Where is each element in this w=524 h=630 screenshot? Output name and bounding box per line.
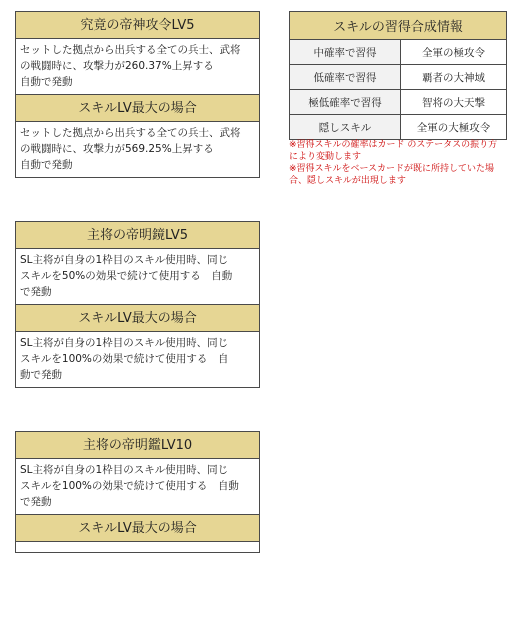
skill-table-2 <box>15 221 260 388</box>
synthesis-condition: 隠しスキル <box>290 115 401 140</box>
synthesis-skill: 全軍の大極攻令 <box>401 115 507 140</box>
skill-description: セットした拠点から出兵する全ての兵士、武将 の戦闘時に、攻撃力が260.37%上昇する 自動で発動 <box>16 39 259 95</box>
synthesis-skill: 智将の大天撃 <box>401 90 507 115</box>
skill-description: SL主将が自身の1枠目のスキル使用時、同じ スキルを100%の効果で続けて使用する 自動 で発動 <box>16 459 259 515</box>
synthesis-notes: ※習得スキルの確率はカード のステータスの振り方 により変動します ※習得スキルをベースカードが既に所持していた場 合、隠しスキルが出現します <box>289 140 498 186</box>
skill-max-description <box>16 542 259 552</box>
skill-max-description: SL主将が自身の1枠目のスキル使用時、同じ スキルを100%の効果で続けて使用する 自 動で発動 <box>16 332 259 387</box>
skill-title: 主将の帝明鏡LV5 <box>16 222 259 249</box>
skill-max-title: スキルLV最大の場合 <box>16 515 259 542</box>
synthesis-skill: 覇者の大神域 <box>401 65 507 90</box>
skill-description: SL主将が自身の1枠目のスキル使用時、同じ スキルを50%の効果で続けて使用する 自動 で発動 <box>16 249 259 305</box>
synthesis-skill: 全軍の極攻令 <box>401 40 507 65</box>
synthesis-title: スキルの習得合成情報 <box>290 12 507 40</box>
synthesis-condition: 極低確率で習得 <box>290 90 401 115</box>
skill-max-title: スキルLV最大の場合 <box>16 305 259 332</box>
synthesis-row <box>290 40 507 65</box>
skill-table-3 <box>15 431 260 553</box>
synthesis-info-table <box>289 11 507 140</box>
synthesis-condition: 低確率で習得 <box>290 65 401 90</box>
synthesis-condition: 中確率で習得 <box>290 40 401 65</box>
synthesis-row <box>290 115 507 140</box>
skill-max-description: セットした拠点から出兵する全ての兵士、武将 の戦闘時に、攻撃力が569.25%上昇する 自動で発動 <box>16 122 259 177</box>
skill-max-title: スキルLV最大の場合 <box>16 95 259 122</box>
skill-title: 主将の帝明鑑LV10 <box>16 432 259 459</box>
skill-table-1 <box>15 11 260 178</box>
skill-title: 究竟の帝神攻令LV5 <box>16 12 259 39</box>
synthesis-row <box>290 65 507 90</box>
synthesis-row <box>290 90 507 115</box>
